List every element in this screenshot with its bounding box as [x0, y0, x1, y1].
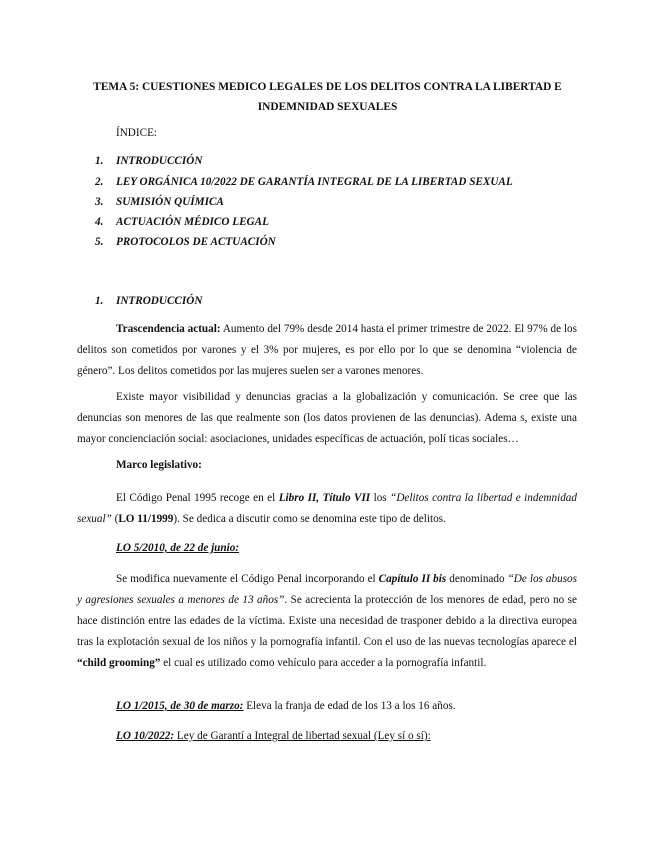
- toc-item-sumision-quimica: 3. SUMISIÓN QUÍMICA: [95, 196, 224, 208]
- subheading-lo-5-2010: LO 5/2010, de 22 de junio:: [116, 542, 240, 554]
- paragraph-lo-1-2015: LO 1/2015, de 30 de marzo: Eleva la franja de edad de los 13 a los 16 años.: [116, 700, 456, 712]
- paragraph-visibilidad: Existe mayor visibilidad y denuncias gracias a la globalización y comunicación. Se cree que las denuncias son menores de las que realmente son (los datos provienen de las denuncias). Adema s, existe una mayor concienciación social: asociaciones, unidades específicas de actuación, polí ticas sociales…: [77, 391, 577, 445]
- index-label: ÍNDICE:: [116, 127, 158, 139]
- toc-item-introduccion: 1. INTRODUCCIÓN: [95, 155, 203, 167]
- toc-item-protocolos: 5. PROTOCOLOS DE ACTUACIÓN: [95, 236, 276, 248]
- document-title: TEMA 5: CUESTIONES MEDICO LEGALES DE LOS DELITOS CONTRA LA LIBERTAD E INDEMNIDAD SEXUALES: [93, 81, 562, 113]
- paragraph-codigo-penal: El Código Penal 1995 recoge en el Libro II, Título VII los “Delitos contra la libertad e indemnidad sexual” (LO 11/1999). Se dedica a discutir como se denomina este tipo de delitos.: [77, 492, 577, 525]
- toc-item-ley-organica: 2. LEY ORGÁNICA 10/2022 DE GARANTÍA INTEGRAL DE LA LIBERTAD SEXUAL: [95, 176, 513, 188]
- paragraph-lo-5-2010: Se modifica nuevamente el Código Penal incorporando el Capítulo II bis denominado “De los abusos y agresiones sexuales a menores de 13 años”. Se acrecienta la protección de los menores de edad, pero no se hace distinción entre las edades de la víctima. Existe una necesidad de trasponer debido a la directiva europea tras la explotación sexual de los niños y la pornografía infantil. Con el uso de las nuevas tecnologías aparece el “child grooming” el cual es utilizado como vehículo para acceder a la pornografía infantil.: [77, 573, 578, 669]
- subheading-marco-legislativo: Marco legislativo:: [116, 459, 202, 471]
- paragraph-trascendencia: Trascendencia actual: Aumento del 79% desde 2014 hasta el primer trimestre de 2022. El 97% de los delitos son cometidos por varones y el 3% por mujeres, es por ello por lo que se denomina “violencia de género”. Los delitos cometidos por las mujeres suelen ser a varones menores.: [77, 323, 577, 377]
- section-heading-introduccion: 1. INTRODUCCIÓN: [95, 295, 203, 307]
- paragraph-lo-10-2022: LO 10/2022: Ley de Garantí a Integral de libertad sexual (Ley sí o sí):: [116, 730, 431, 742]
- toc-item-actuacion-medico-legal: 4. ACTUACIÓN MÉDICO LEGAL: [95, 216, 269, 228]
